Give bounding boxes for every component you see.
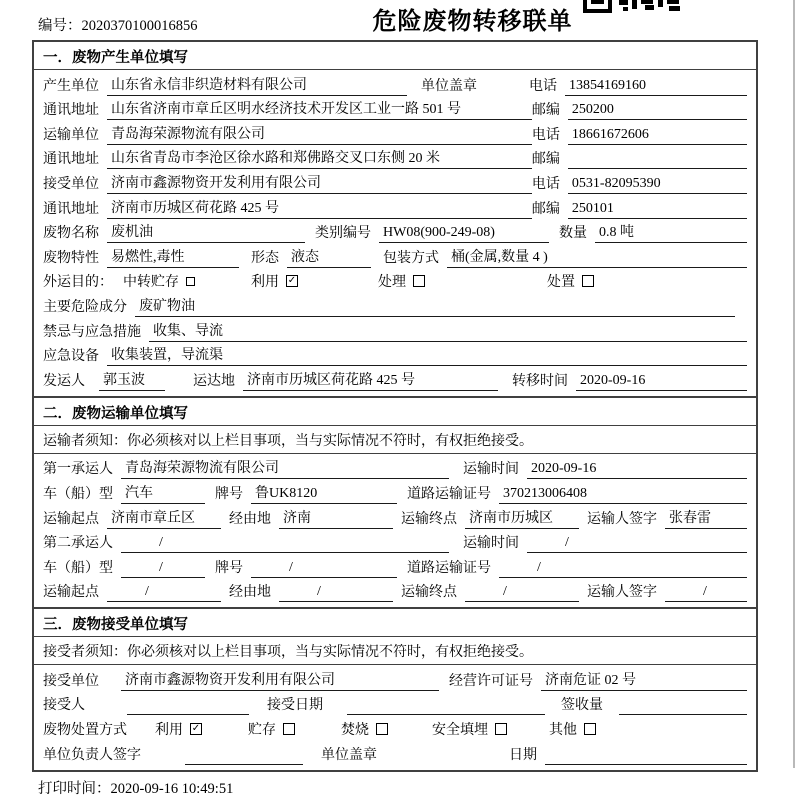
section-producer-rows	[34, 70, 756, 396]
unit-seal2-label: 单位盖章	[321, 747, 377, 763]
disposal-option-label: 贮存	[248, 723, 276, 739]
receiving-unit-label: 接受单位	[43, 673, 99, 689]
character-value: 易燃性,毒性	[107, 248, 239, 268]
transporter-value: 青岛海荣源物流有限公司	[107, 125, 532, 145]
origin2-label: 运输起点	[43, 585, 99, 601]
via2-value: /	[279, 582, 393, 602]
row-producer	[43, 71, 747, 96]
packing-label: 包装方式	[383, 250, 439, 266]
transporter-address-value: 山东省青岛市李沧区徐水路和郑佛路交叉口东侧 20 米	[107, 149, 532, 169]
checkbox-transfer-storage	[186, 277, 195, 286]
receiving-person-label: 接受人	[43, 698, 85, 714]
receiver-label: 接受单位	[43, 176, 99, 192]
producer-zip-value: 250200	[568, 100, 747, 120]
equipment-label: 应急设备	[43, 349, 99, 365]
purpose-option-treat	[378, 271, 425, 291]
disposal-option-label: 安全填埋	[432, 723, 488, 739]
producer-phone-label: 电话	[529, 78, 557, 94]
row-hazard	[43, 292, 747, 317]
disposal-option-incinerate	[341, 719, 388, 739]
print-time-value: 2020-09-16 10:49:51	[110, 780, 234, 797]
vehicle-type1-label: 车（船）型	[43, 486, 113, 502]
producer-value: 山东省永信非织造材料有限公司	[107, 76, 407, 96]
terminus1-label: 运输终点	[401, 511, 457, 527]
terminus2-value: /	[465, 582, 579, 602]
producer-phone-value: 13854169160	[565, 76, 747, 96]
plate2-label: 牌号	[215, 560, 243, 576]
second-carrier-value: /	[121, 533, 449, 553]
purpose-option-utilize	[251, 271, 298, 291]
via2-label: 经由地	[229, 585, 271, 601]
receiving-unit-value: 济南市鑫源物资开发利用有限公司	[121, 671, 439, 691]
purpose-label: 外运目的：	[43, 275, 113, 291]
terminus2-label: 运输终点	[401, 585, 457, 601]
row-producer-address	[43, 96, 747, 121]
responsible-signature-value	[185, 746, 303, 765]
license-value: 济南危证 02 号	[541, 671, 747, 691]
date-label: 日期	[509, 747, 537, 763]
receiver-zip-value: 250101	[568, 199, 747, 219]
receiver-phone-label: 电话	[531, 176, 560, 192]
transporter-phone-label: 电话	[531, 127, 560, 143]
transporter-zip-value	[568, 150, 747, 169]
quantity-value: 0.8 吨	[595, 223, 747, 243]
producer-label: 产生单位	[43, 78, 99, 94]
row-route1	[43, 504, 747, 529]
carrier-signature2-label: 运输人签字	[587, 585, 657, 601]
row-waste-character	[43, 243, 747, 268]
row-receiving-person	[43, 691, 747, 716]
row-emergency-equipment	[43, 342, 747, 367]
receiver-address-value: 济南市历城区荷花路 425 号	[107, 199, 532, 219]
category-label: 类别编号	[315, 226, 371, 242]
section-transport	[32, 398, 758, 610]
responsible-signature-label: 单位负责人签字	[43, 747, 141, 763]
quantity-label: 数量	[559, 226, 587, 242]
row-shipper	[43, 366, 747, 391]
page-edge-line	[793, 0, 795, 768]
checkbox-utilize: ✓	[287, 275, 297, 287]
print-time	[32, 777, 758, 798]
disposal-option-utilize	[155, 719, 202, 739]
via1-label: 经由地	[229, 511, 271, 527]
section-receiver-rows	[34, 665, 756, 769]
transfer-date-label: 转移时间	[512, 373, 568, 389]
disposal-option-label: 焚烧	[341, 723, 369, 739]
producer-address-value: 山东省济南市章丘区明水经济技术开发区工业一路 501 号	[107, 100, 532, 120]
category-value: HW08(900-249-08)	[379, 223, 549, 243]
origin2-value: /	[107, 582, 221, 602]
checkbox-disposal-storage	[283, 723, 295, 735]
receiver-phone-value: 0531-82095390	[568, 174, 747, 194]
receiver-address-label: 通讯地址	[43, 201, 99, 217]
transporter-label: 运输单位	[43, 127, 99, 143]
transporter-phone-value: 18661672606	[568, 125, 747, 145]
packing-value: 桶(金属,数量 4 )	[447, 248, 747, 268]
row-receiver-address	[43, 194, 747, 219]
row-vehicle2	[43, 553, 747, 578]
row-first-carrier	[43, 455, 747, 480]
row-vehicle1	[43, 479, 747, 504]
vehicle-type2-label: 车（船）型	[43, 560, 113, 576]
print-time-label: 打印时间：	[38, 780, 111, 797]
hazard-label: 主要危险成分	[43, 299, 127, 315]
carrier-signature1-label: 运输人签字	[587, 511, 657, 527]
transport-notice: 运输者须知：你必须核对以上栏目事项，当与实际情况不符时，有权拒绝接受。	[34, 426, 756, 454]
checkbox-treat	[413, 275, 425, 287]
section-transport-rows	[34, 454, 756, 608]
qr-code-icon	[583, 0, 685, 13]
disposal-option-landfill	[432, 719, 507, 739]
license-label: 经营许可证号	[449, 673, 533, 689]
form-value: 液态	[287, 248, 371, 268]
first-carrier-value: 青岛海荣源物流有限公司	[121, 459, 449, 479]
checkbox-disposal-landfill	[495, 723, 507, 735]
receiver-zip-label: 邮编	[531, 201, 560, 217]
transport-time2-label: 运输时间	[463, 536, 519, 552]
row-responsible-signature	[43, 740, 747, 765]
waste-name-value: 废机油	[107, 223, 305, 243]
equipment-value: 收集装置，导流渠	[107, 346, 747, 366]
checkbox-disposal-utilize: ✓	[191, 723, 201, 735]
document-header	[32, 0, 758, 40]
row-waste-name	[43, 219, 747, 244]
hazard-value: 废矿物油	[135, 297, 735, 317]
transport-time1-label: 运输时间	[463, 462, 519, 478]
origin1-value: 济南市章丘区	[107, 509, 221, 529]
producer-zip-label: 邮编	[531, 103, 560, 119]
transport-time2-value: /	[527, 533, 747, 553]
purpose-option-dispose	[547, 271, 594, 291]
receiver-notice: 接受者须知：你必须核对以上栏目事项，当与实际情况不符时，有权拒绝接受。	[34, 637, 756, 665]
receiving-person-value	[127, 696, 249, 715]
transporter-zip-label: 邮编	[531, 152, 560, 168]
row-disposal-method	[43, 715, 747, 740]
received-amount-value	[619, 696, 747, 715]
plate2-value: /	[251, 558, 397, 578]
section-receiver	[32, 609, 758, 771]
carrier-signature2-value: /	[665, 582, 747, 602]
via1-value: 济南	[279, 509, 393, 529]
checkbox-disposal-other	[584, 723, 596, 735]
destination-value: 济南市历城区荷花路 425 号	[243, 371, 498, 391]
vehicle-type2-value: /	[121, 558, 205, 578]
purpose-option-label: 处理	[378, 275, 406, 291]
disposal-option-label: 其他	[549, 723, 577, 739]
terminus1-value: 济南市历城区	[465, 509, 579, 529]
document-number-value: 2020370100016856	[81, 18, 198, 34]
unit-seal-label: 单位盖章	[421, 78, 477, 94]
row-second-carrier	[43, 529, 747, 554]
section-producer	[32, 40, 758, 398]
checkbox-disposal-incinerate	[376, 723, 388, 735]
disposal-option-label: 利用	[155, 723, 183, 739]
disposal-option-other	[549, 719, 596, 739]
section-transport-title: 二．废物运输单位填写	[34, 398, 756, 426]
date-value	[545, 746, 747, 765]
row-route2	[43, 578, 747, 603]
row-receiver	[43, 169, 747, 194]
plate1-label: 牌号	[215, 486, 243, 502]
form-label: 形态	[251, 250, 279, 266]
second-carrier-label: 第二承运人	[43, 536, 113, 552]
row-transporter	[43, 120, 747, 145]
page-title: 危险废物转移联单	[372, 9, 573, 35]
road-permit1-value: 370213006408	[499, 484, 747, 504]
transporter-address-label: 通讯地址	[43, 152, 99, 168]
producer-address-label: 通讯地址	[43, 103, 99, 119]
disposal-option-storage	[248, 719, 295, 739]
shipper-label: 发运人	[43, 373, 85, 389]
shipper-value: 郭玉波	[99, 371, 165, 391]
purpose-option-label: 中转贮存	[123, 275, 179, 291]
purpose-option-label: 利用	[251, 275, 279, 291]
transport-time1-value: 2020-09-16	[527, 459, 747, 479]
received-amount-label: 签收量	[561, 698, 603, 714]
document-content	[32, 0, 758, 798]
receiving-date-label: 接受日期	[267, 698, 323, 714]
receiver-value: 济南市鑫源物资开发利用有限公司	[107, 174, 532, 194]
vehicle-type1-value: 汽车	[121, 484, 205, 504]
receiving-date-value	[347, 696, 545, 715]
road-permit2-value: /	[499, 558, 747, 578]
road-permit2-label: 道路运输证号	[407, 560, 491, 576]
purpose-option-label: 处置	[547, 275, 575, 291]
plate1-value: 鲁UK8120	[251, 484, 397, 504]
disposal-method-label: 废物处置方式	[43, 723, 127, 739]
carrier-signature1-value: 张春雷	[665, 509, 747, 529]
destination-label: 运达地	[193, 373, 235, 389]
section-producer-title: 一．废物产生单位填写	[34, 42, 756, 70]
taboo-label: 禁忌与应急措施	[43, 324, 141, 340]
waste-name-label: 废物名称	[43, 226, 99, 242]
purpose-option-transfer-storage	[123, 271, 195, 291]
document-number-label: 编号：	[38, 18, 82, 34]
character-label: 废物特性	[43, 250, 99, 266]
taboo-value: 收集、导流	[149, 322, 747, 342]
transfer-date-value: 2020-09-16	[576, 371, 747, 391]
origin1-label: 运输起点	[43, 511, 99, 527]
document-number	[38, 14, 198, 35]
section-receiver-title: 三．废物接受单位填写	[34, 609, 756, 637]
row-transporter-address	[43, 145, 747, 170]
checkbox-dispose	[582, 275, 594, 287]
row-taboo	[43, 317, 747, 342]
row-receiving-unit	[43, 666, 747, 691]
row-purpose	[43, 268, 747, 293]
road-permit1-label: 道路运输证号	[407, 486, 491, 502]
first-carrier-label: 第一承运人	[43, 462, 113, 478]
